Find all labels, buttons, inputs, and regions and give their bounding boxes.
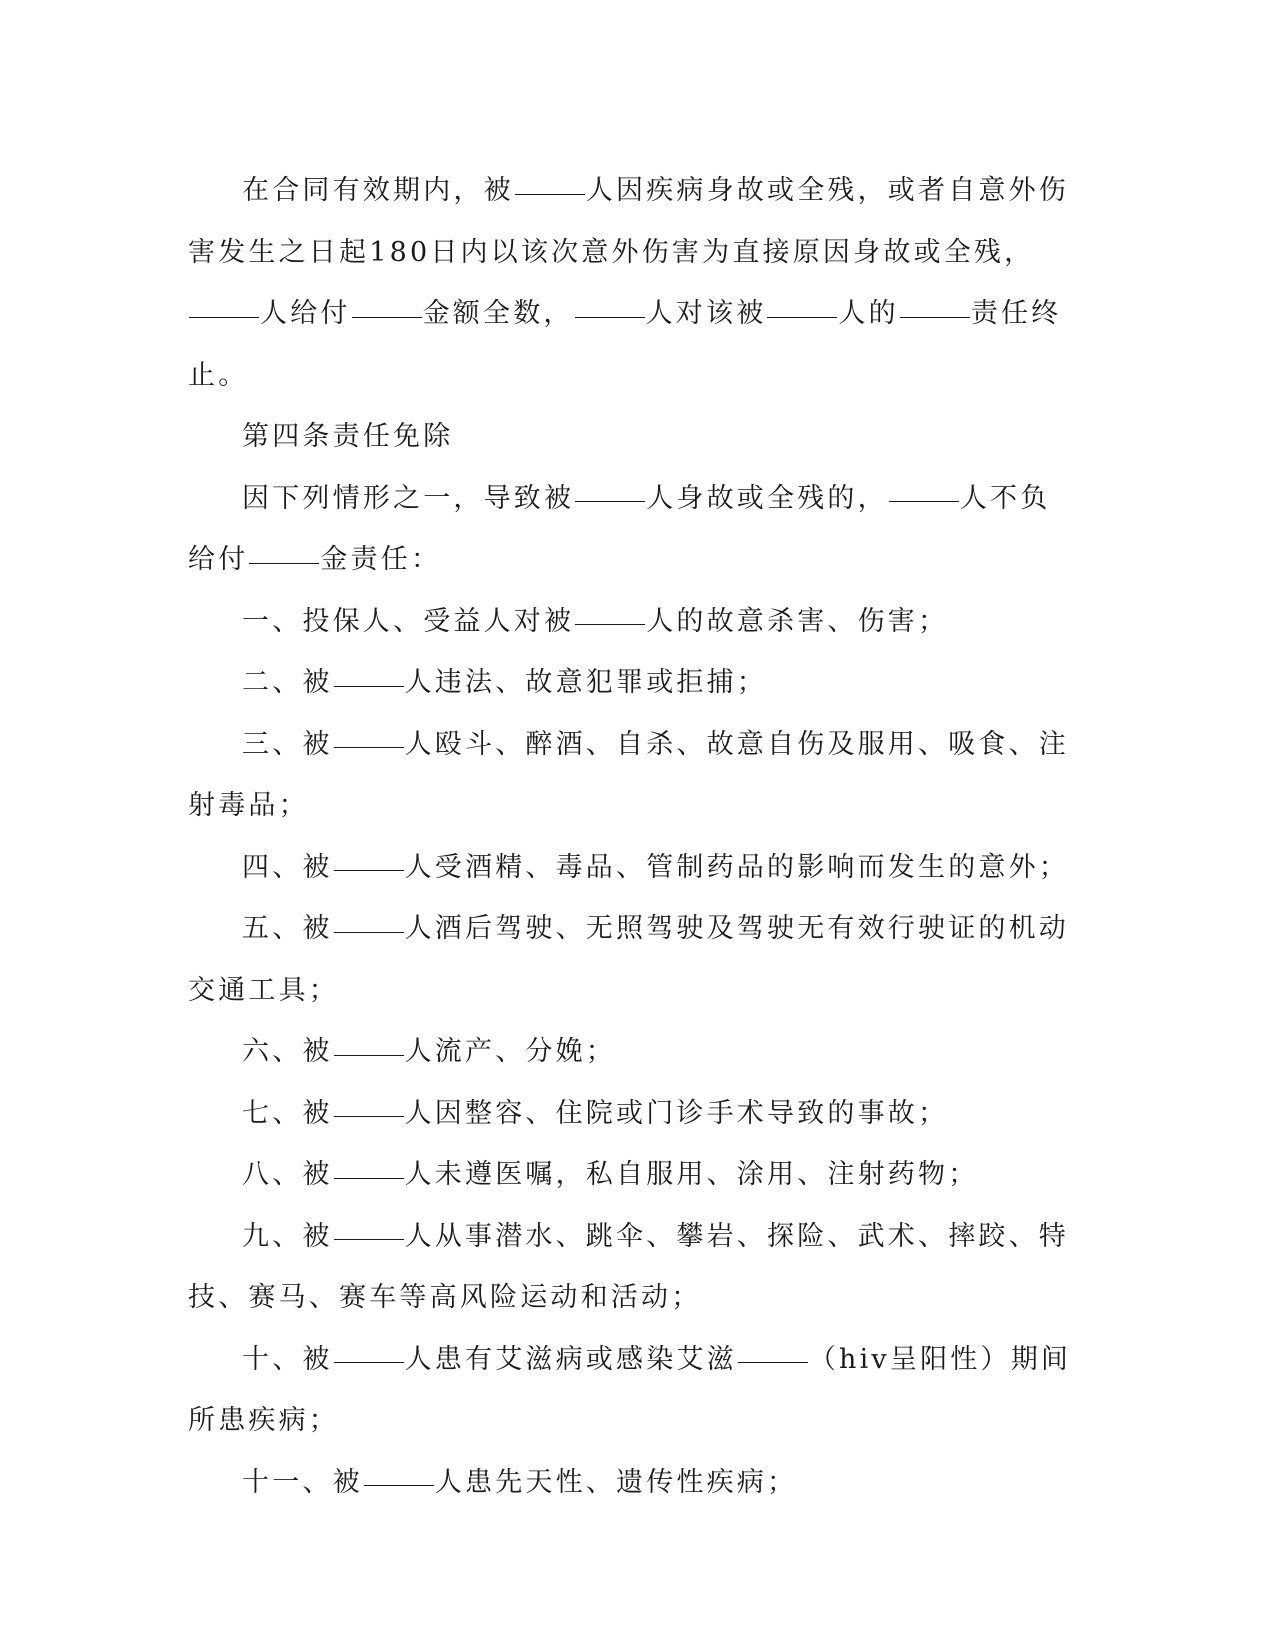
paragraph-text: 人从事潜水、跳伞、攀岩、探险、武术、摔跤、特技、赛马、赛车等高风险运动和活动； <box>188 1220 1070 1313</box>
paragraph <box>188 652 1073 714</box>
paragraph-text: 二、被 <box>242 667 333 698</box>
paragraph-text: 因下列情形之一，导致被 <box>242 482 575 514</box>
paragraph-text: 第四条责任免除 <box>242 421 454 452</box>
fill-in-blank <box>900 316 970 318</box>
paragraph-text: 十一、被 <box>242 1466 363 1498</box>
fill-in-blank <box>189 316 259 318</box>
paragraph <box>188 406 1073 468</box>
paragraph <box>188 1021 1073 1083</box>
paragraph-text: 人流产、分娩； <box>404 1036 617 1067</box>
paragraph-text: 人身故或全残的， <box>646 482 888 514</box>
fill-in-blank <box>334 869 404 871</box>
fill-in-blank <box>334 1115 404 1117</box>
paragraph-text: 十、被 <box>242 1343 333 1375</box>
paragraph-text: 人殴斗、醉酒、自杀、故意自伤及服用、吸食、注射毒品； <box>188 728 1070 821</box>
paragraph <box>188 1083 1073 1145</box>
paragraph-text: 七、被 <box>242 1097 333 1129</box>
fill-in-blank <box>334 746 404 748</box>
paragraph-text: 三、被 <box>242 728 333 760</box>
paragraph-text: 八、被 <box>242 1159 333 1190</box>
fill-in-blank <box>334 931 404 933</box>
paragraph-text: 人酒后驾驶、无照驾驶及驾驶无有效行驶证的机动交通工具； <box>188 913 1070 1006</box>
paragraph-text: 四、被 <box>242 851 333 883</box>
fill-in-blank <box>575 623 645 625</box>
fill-in-blank <box>334 685 404 687</box>
fill-in-blank <box>575 500 645 502</box>
paragraph <box>188 468 1073 591</box>
paragraph-text: 人患有艾滋病或感染艾滋 <box>404 1343 737 1375</box>
fill-in-blank <box>364 1484 434 1486</box>
document-body <box>188 160 1073 1513</box>
paragraph-text: 在合同有效期内，被 <box>242 175 514 206</box>
paragraph <box>188 1329 1073 1452</box>
paragraph-text: 人不负给付 <box>188 482 1051 575</box>
paragraph <box>188 898 1073 1021</box>
fill-in-blank <box>889 500 959 502</box>
paragraph-text: 金责任： <box>320 544 442 575</box>
paragraph-text: 人因整容、住院或门诊手术导致的事故； <box>404 1097 949 1129</box>
paragraph-text: 六、被 <box>242 1036 333 1067</box>
paragraph <box>188 1452 1073 1514</box>
paragraph <box>188 1206 1073 1329</box>
fill-in-blank <box>575 316 645 318</box>
paragraph <box>188 160 1073 406</box>
paragraph-text: 人给付 <box>260 298 351 329</box>
paragraph-text: （hiv呈阳性）期间所患疾病； <box>188 1343 1072 1436</box>
paragraph <box>188 714 1073 837</box>
paragraph <box>188 591 1073 653</box>
paragraph-text: 人的 <box>838 298 899 329</box>
paragraph-text: 九、被 <box>242 1220 333 1252</box>
fill-in-blank <box>515 193 585 195</box>
fill-in-blank <box>738 1361 808 1363</box>
fill-in-blank <box>767 316 837 318</box>
paragraph <box>188 1144 1073 1206</box>
paragraph-text: 人对该被 <box>645 298 767 329</box>
paragraph-text: 责任终止。 <box>188 298 1062 391</box>
paragraph-text: 人的故意杀害、伤害； <box>646 605 949 637</box>
fill-in-blank <box>334 1054 404 1056</box>
paragraph-text: 一、投保人、受益人对被 <box>242 605 575 637</box>
paragraph-text: 人因疾病身故或全残，或者自意外伤害发生之日起180日内以该次意外伤害为直接原因身故或全残， <box>188 175 1070 268</box>
fill-in-blank <box>249 562 319 564</box>
paragraph-text: 人患先天性、遗传性疾病； <box>434 1466 798 1498</box>
paragraph-text: 人受酒精、毒品、管制药品的影响而发生的意外； <box>404 851 1070 883</box>
fill-in-blank <box>352 316 422 318</box>
paragraph-text: 五、被 <box>242 913 333 944</box>
paragraph-text: 金额全数， <box>422 298 574 329</box>
fill-in-blank <box>334 1361 404 1363</box>
paragraph-text: 人未遵医嘱，私自服用、涂用、注射药物； <box>404 1159 979 1190</box>
fill-in-blank <box>334 1238 404 1240</box>
paragraph-text: 人违法、故意犯罪或拒捕； <box>404 667 768 698</box>
fill-in-blank <box>334 1177 404 1179</box>
paragraph <box>188 837 1073 899</box>
